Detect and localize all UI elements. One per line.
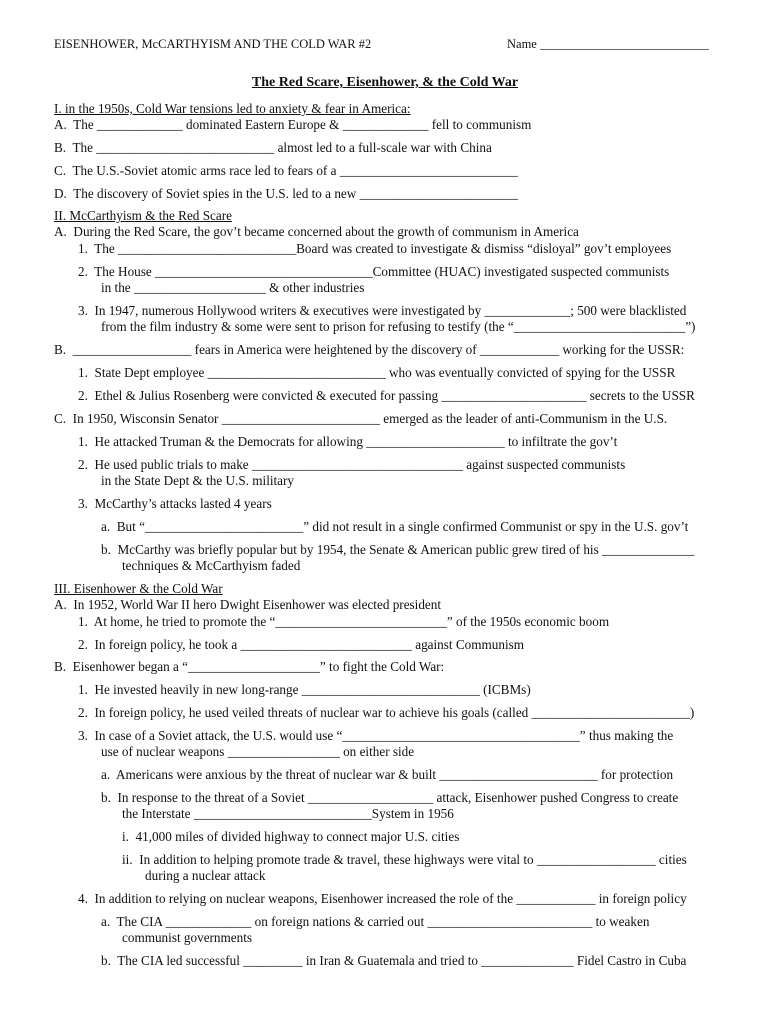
worksheet-line: D. The discovery of Soviet spies in the U.S. led to a new ________________________ [54,186,518,201]
worksheet-line: in the State Dept & the U.S. military [101,473,295,488]
section-heading: I. in the 1950s, Cold War tensions led to anxiety & fear in America: [54,101,411,116]
worksheet-line: 1. He attacked Truman & the Democrats for allowing _____________________ to infiltrate the gov’t [78,434,618,449]
worksheet-line: A. In 1952, World War II hero Dwight Eisenhower was elected president [54,597,442,612]
worksheet-line: A. During the Red Scare, the gov’t became concerned about the growth of communism in America [54,224,579,239]
worksheet-line: C. The U.S.-Soviet atomic arms race led to fears of a ___________________________ [54,163,518,178]
worksheet-line: from the film industry & some were sent to prison for refusing to testify (the “__________________________”) [101,319,696,334]
worksheet-line: a. The CIA _____________ on foreign nations & carried out _________________________ to weaken [101,914,650,929]
worksheet-line: ii. In addition to helping promote trade & travel, these highways were vital to __________________ cities [122,852,687,867]
worksheet-line: 2. The House _________________________________Committee (HUAC) investigated suspected communists [78,264,670,279]
worksheet-line: a. Americans were anxious by the threat of nuclear war & built ________________________ for protection [101,767,674,782]
worksheet-heading: EISENHOWER, McCARTHYISM AND THE COLD WAR #2 [54,37,372,51]
worksheet-line: C. In 1950, Wisconsin Senator ________________________ emerged as the leader of anti-Communism in the U.S. [54,411,668,426]
worksheet-line: 3. In 1947, numerous Hollywood writers & executives were investigated by _____________; 500 were blacklisted [78,303,687,318]
worksheet-line: 2. In foreign policy, he used veiled threats of nuclear war to achieve his goals (called ________________________) [78,705,695,720]
worksheet-line: A. The _____________ dominated Eastern Europe & _____________ fell to communism [54,117,532,132]
worksheet-line: i. 41,000 miles of divided highway to connect major U.S. cities [122,829,460,844]
worksheet-line: B. The ___________________________ almost led to a full-scale war with China [54,140,492,155]
page-title: The Red Scare, Eisenhower, & the Cold War [251,75,519,90]
worksheet-line: 1. At home, he tried to promote the “__________________________” of the 1950s economic boom [78,614,610,629]
worksheet-line: techniques & McCarthyism faded [122,558,301,573]
worksheet-line: b. McCarthy was briefly popular but by 1954, the Senate & American public grew tired of his ______________ [101,542,695,557]
worksheet-line: during a nuclear attack [145,868,266,883]
worksheet-line: b. In response to the threat of a Soviet ___________________ attack, Eisenhower pushed Congress to create [101,790,679,805]
worksheet-line: communist governments [122,930,253,945]
worksheet-line: B. Eisenhower began a “____________________” to fight the Cold War: [54,659,445,674]
worksheet-line: B. __________________ fears in America were heightened by the discovery of ____________ working for the USSR: [54,342,685,357]
worksheet-line: 3. In case of a Soviet attack, the U.S. would use “____________________________________” thus making the [78,728,674,743]
worksheet-line: 4. In addition to relying on nuclear weapons, Eisenhower increased the role of the ____________ in foreign policy [78,891,687,906]
worksheet-line: in the ____________________ & other industries [101,280,365,295]
worksheet-line: 3. McCarthy’s attacks lasted 4 years [78,496,272,511]
worksheet-line: 2. He used public trials to make ________________________________ against suspected communists [78,457,626,472]
worksheet-line: 2. Ethel & Julius Rosenberg were convicted & executed for passing ______________________ secrets to the USSR [78,388,695,403]
worksheet-line: use of nuclear weapons _________________ on either side [101,744,415,759]
section-heading: III. Eisenhower & the Cold War [54,581,223,596]
worksheet-line: 1. State Dept employee ___________________________ who was eventually convicted of spying for the USSR [78,365,676,380]
worksheet-line: 2. In foreign policy, he took a __________________________ against Communism [78,637,525,652]
worksheet-line: a. But “________________________” did not result in a single confirmed Communist or spy in the U.S. gov’t [101,519,689,534]
section-heading: II. McCarthyism & the Red Scare [54,208,232,223]
worksheet-line: 1. The ___________________________Board was created to investigate & dismiss “disloyal” gov’t employees [78,241,672,256]
worksheet-line: the Interstate ___________________________System in 1956 [122,806,454,821]
worksheet-line: 1. He invested heavily in new long-range ___________________________ (ICBMs) [78,682,531,697]
worksheet-line: b. The CIA led successful _________ in Iran & Guatemala and tried to ______________ Fidel Castro in Cuba [101,953,687,968]
name-field: Name ___________________________ [507,37,709,51]
